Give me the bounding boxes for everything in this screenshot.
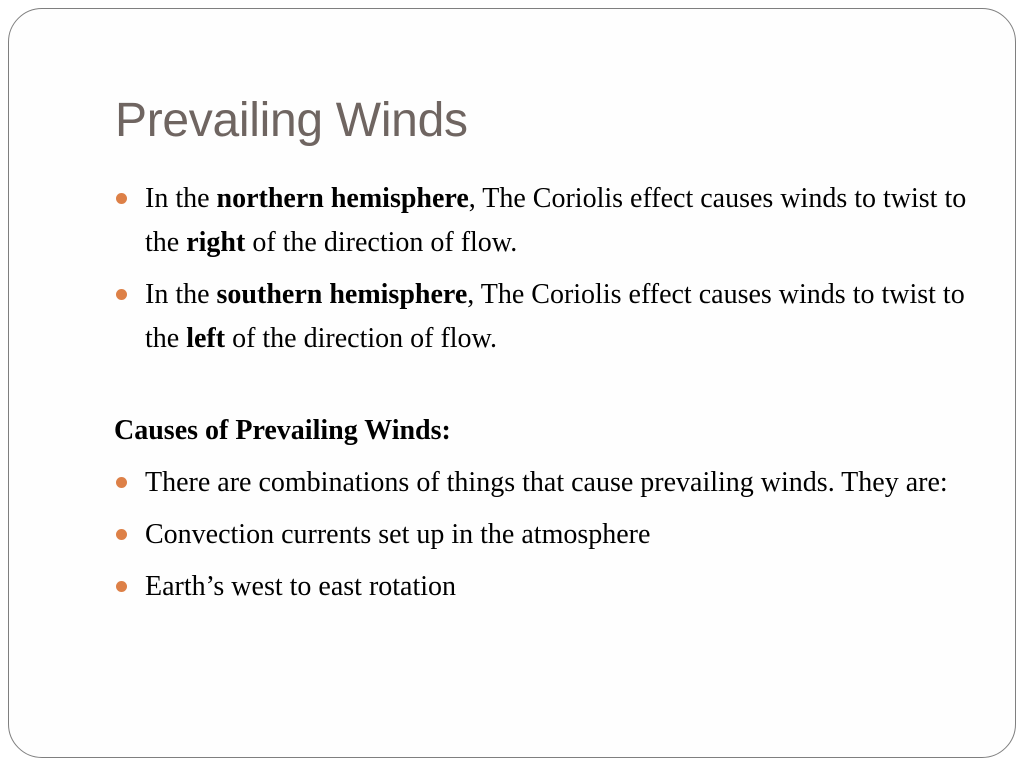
bullet-southern-hemisphere xyxy=(114,273,974,361)
bullet-dot-icon xyxy=(116,529,127,540)
slide-frame xyxy=(8,8,1016,758)
bullet-text: of the direction of flow. xyxy=(225,323,497,354)
slide-title: Prevailing Winds xyxy=(115,94,468,147)
bullet-emphasis: northern hemisphere xyxy=(216,183,469,214)
bullet-text: In the xyxy=(145,183,217,214)
slide-body xyxy=(114,177,974,617)
bullet-text: , The Coriolis effect causes winds to twist to the xyxy=(145,279,965,354)
bullet-text: Convection currents set up in the atmosphere xyxy=(145,519,651,550)
bullet-text: There are combinations of things that cause prevailing winds. They are: xyxy=(145,467,948,498)
causes-heading: Causes of Prevailing Winds: xyxy=(114,415,451,446)
bullet-dot-icon xyxy=(116,289,127,300)
bullet-emphasis: left xyxy=(186,323,226,354)
spacer xyxy=(114,369,974,409)
bullet-emphasis: right xyxy=(186,227,246,258)
bullet-convection xyxy=(114,513,974,557)
bullet-dot-icon xyxy=(116,193,127,204)
bullet-northern-hemisphere xyxy=(114,177,974,265)
bullet-dot-icon xyxy=(116,477,127,488)
bullet-emphasis: southern hemisphere xyxy=(216,279,468,310)
bullet-dot-icon xyxy=(116,581,127,592)
bullet-combinations xyxy=(114,461,974,505)
bullet-text: Earth’s west to east rotation xyxy=(145,571,457,602)
bullet-rotation xyxy=(114,565,974,609)
bullet-text: of the direction of flow. xyxy=(245,227,518,258)
bullet-text: , The Coriolis effect causes winds to twist to the xyxy=(145,183,967,258)
bullet-text: In the xyxy=(145,279,217,310)
